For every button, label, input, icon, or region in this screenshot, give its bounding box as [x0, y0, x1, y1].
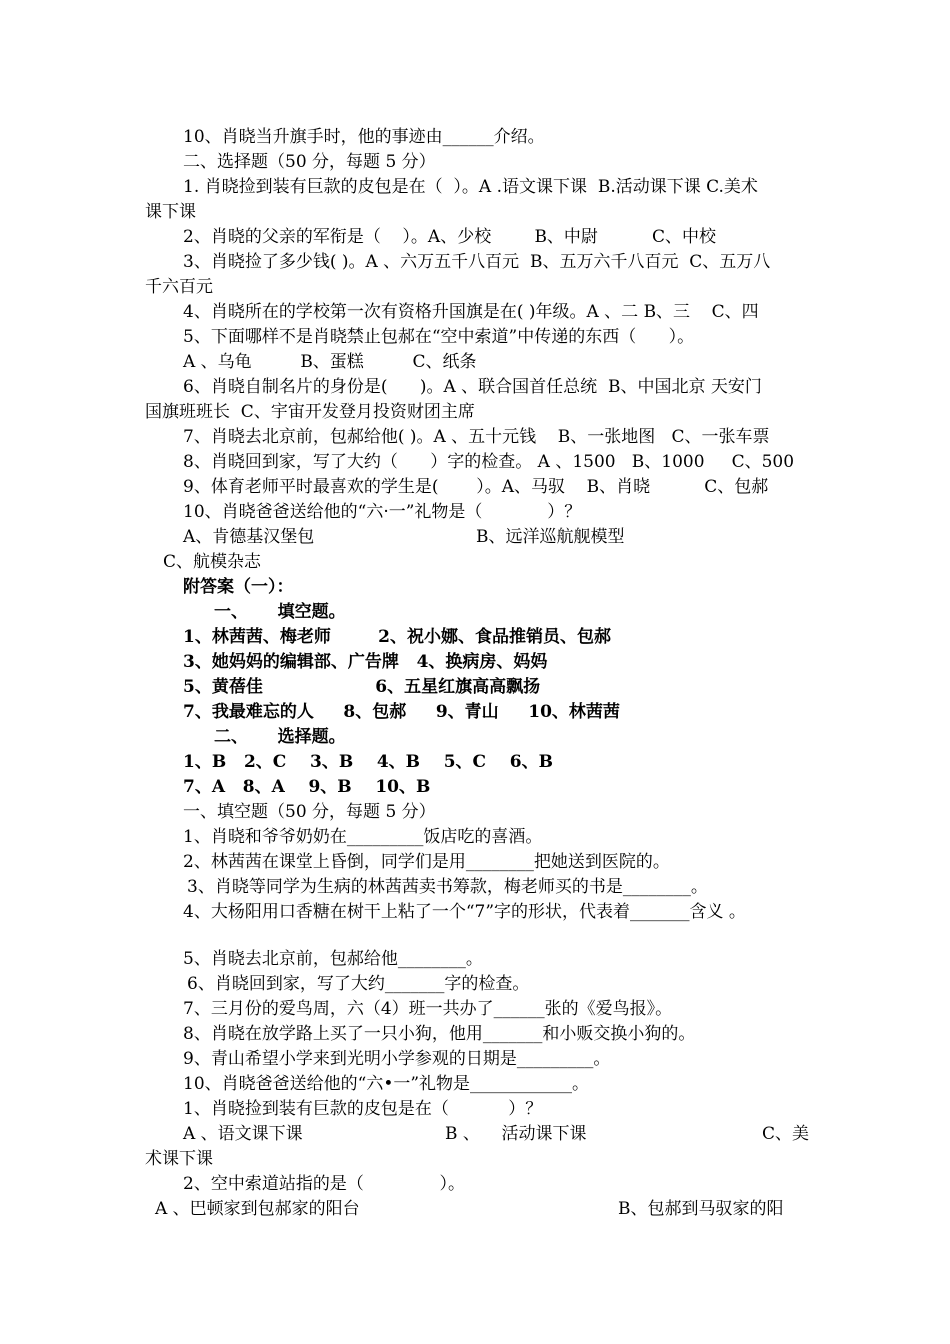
question-line: 5、肖晓去北京前，包郝给他________。 [183, 949, 483, 969]
question-line: 1、肖晓和爷爷奶奶在_________饭店吃的喜酒。 [183, 827, 543, 847]
option-c: C、美 [762, 1124, 810, 1144]
question-line: 6、肖晓自制名片的身份是( )。A 、联合国首任总统 B、中国北京 天安门 [183, 377, 762, 397]
question-line: 国旗班班长 C、宇宙开发登月投资财团主席 [145, 402, 475, 422]
option-a: A 、巴顿家到包郝家的阳台 [155, 1199, 360, 1219]
answer-line: 1、林茜茜、梅老师 2、祝小娜、食品推销员、包郝 [183, 627, 612, 647]
option-c: C、航模杂志 [163, 552, 262, 572]
answer-line: 7、A 8、A 9、B 10、B [183, 777, 431, 797]
question-line: 10、肖晓爸爸送给他的“六•一”礼物是____________。 [183, 1074, 590, 1094]
question-line: A 、乌龟 B、蛋糕 C、纸条 [183, 352, 477, 372]
answer-line: 3、她妈妈的编辑部、广告牌 4、换病房、妈妈 [183, 652, 548, 672]
question-line: 8、肖晓在放学路上买了一只小狗，他用_______和小贩交换小狗的。 [183, 1024, 696, 1044]
answer-line: 7、我最难忘的人 8、包郝 9、青山 10、林茜茜 [183, 702, 620, 722]
question-line: 课下课 [145, 202, 196, 222]
question-line: 6、肖晓回到家，写了大约_______字的检查。 [187, 974, 530, 994]
question-line: 5、下面哪样不是肖晓禁止包郝在“空中索道”中传递的东西（ ）。 [183, 327, 695, 347]
option-b: B、远洋巡航舰模型 [476, 527, 625, 547]
answer-heading: 附答案（一）： [183, 577, 294, 597]
question-line: 4、肖晓所在的学校第一次有资格升国旗是在( )年级。A 、二 B、三 C、四 [183, 302, 759, 322]
question-line: 9、青山希望小学来到光明小学参观的日期是_________。 [183, 1049, 611, 1069]
question-line: 2、林茜茜在课堂上昏倒，同学们是用________把她送到医院的。 [183, 852, 670, 872]
option-b: B 、 活动课下课 [445, 1124, 587, 1144]
question-line: 3、肖晓捡了多少钱( )。A 、六万五千八百元 B、五万六千八百元 C、五万八 [183, 252, 771, 272]
answer-section: 一、 填空题。 [214, 602, 346, 622]
option-b: B、包郝到马驭家的阳 [618, 1199, 784, 1219]
option-a: A、肯德基汉堡包 [183, 527, 315, 547]
section-heading: 一、填空题（50 分，每题 5 分） [183, 802, 436, 822]
section-heading: 二、选择题（50 分，每题 5 分） [183, 152, 436, 172]
question-line: 千六百元 [145, 277, 213, 297]
answer-line: 5、黄蓓佳 6、五星红旗高高飘扬 [183, 677, 541, 697]
question-line: 2、肖晓的父亲的军衔是（ ）。A、少校 B、中尉 C、中校 [183, 227, 716, 247]
question-line: 3、肖晓等同学为生病的林茜茜卖书筹款，梅老师买的书是________。 [187, 877, 708, 897]
question-line: 1. 肖晓捡到装有巨款的皮包是在（ ）。A .语文课下课 B.活动课下课 C.美术 [183, 177, 758, 197]
question-line: 8、肖晓回到家，写了大约（ ）字的检查。 A 、1500 B、1000 C、500 [183, 452, 795, 472]
question-line: 术课下课 [145, 1149, 213, 1169]
question-line: 1、肖晓捡到装有巨款的皮包是在（ ）？ [183, 1099, 543, 1119]
option-a: A 、语文课下课 [183, 1124, 303, 1144]
question-line: 2、空中索道站指的是（ ）。 [183, 1174, 465, 1194]
question-line: 7、肖晓去北京前，包郝给他( )。A 、五十元钱 B、一张地图 C、一张车票 [183, 427, 770, 447]
question-line: 10、肖晓爸爸送给他的“六·一”礼物是（ ）？ [183, 502, 582, 522]
answer-section: 二、 选择题。 [214, 727, 346, 747]
text-line: 10、肖晓当升旗手时，他的事迹由______介绍。 [183, 127, 545, 147]
question-line: 4、大杨阳用口香糖在树干上粘了一个“7”字的形状，代表着_______含义 。 [183, 902, 746, 922]
question-line: 9、体育老师平时最喜欢的学生是( ）。A、马驭 B、肖晓 C、包郝 [183, 477, 769, 497]
question-line: 7、三月份的爱鸟周，六（4）班一共办了______张的《爱鸟报》。 [183, 999, 673, 1019]
answer-line: 1、B 2、C 3、B 4、B 5、C 6、B [183, 752, 553, 772]
